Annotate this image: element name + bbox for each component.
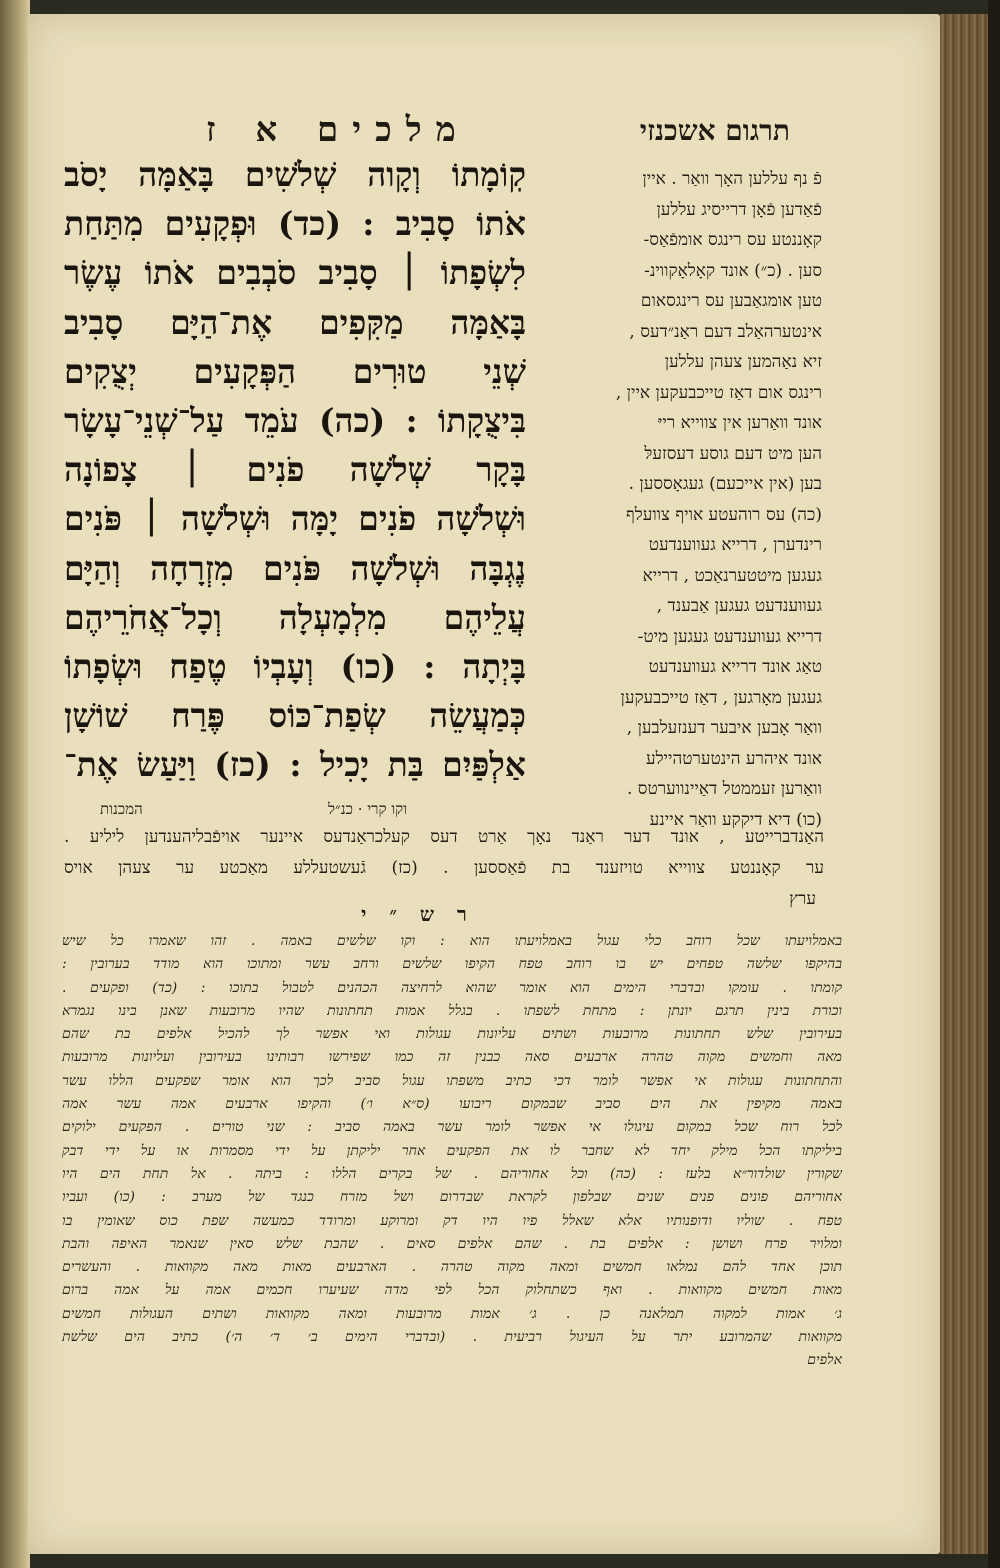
- translation-line: פֿ נף עללען האָך וואַר . איין: [642, 169, 822, 189]
- translation-line: ערץ: [789, 889, 816, 909]
- translation-line: הען מיט דעם גוסע דעסזעלּ: [644, 443, 822, 464]
- rashi-line: ביליקתו הכל מילק יחד לא שחבר לו את הפקעים אחר יליקתן על ידי מסמרות או על ידי דבק: [62, 1142, 842, 1159]
- scripture-column: [64, 150, 526, 790]
- translation-line: וואַרען זעממטל דאַיינווערטס .: [627, 779, 822, 799]
- translation-line: (כו) דיא דיקקע וואַר איינע: [649, 809, 822, 830]
- translation-line: רינדערן , דרייא געווענדעט: [648, 535, 822, 555]
- rashi-line: לכל רוח שכל במקום עיגולו אי אפשר לומר עשר באמה סביב : שני טורים . הפקעים ילוקים: [62, 1119, 842, 1136]
- translation-line: אונד איהרע הינטערטהיילע: [645, 748, 822, 769]
- rashi-line: באמה מקיפין את הים סביב שבמקום ריבועו (ס״א ו׳) והקיפו ארבעים אמה עשר אמה: [62, 1096, 842, 1113]
- translation-line: רינגס אום דאַז טייכבעקען איין ,: [615, 382, 822, 403]
- scripture-line: אֹתוֹ סָבִיב : (כד) וּפְקָעִים מִתַּחַת: [64, 204, 526, 244]
- scripture-line: שְׁנֵי טוּרִים הַפְּקָעִים יְצֻקִים: [64, 351, 526, 391]
- rashi-heading: ר ש ״ י: [361, 902, 475, 926]
- book-page: [28, 14, 940, 1554]
- translation-line: וואַר אָבען איבער דענזעלבען ,: [626, 718, 822, 738]
- translation-line: אונד וואַרען אין צווייא רייּ: [657, 413, 822, 433]
- translation-line: (כה) עס רוהעטע אויף צוועלף: [625, 504, 822, 525]
- rashi-commentary: [62, 930, 842, 1373]
- rashi-line: והתחתונות עגולות אי אפשר לומר דכי כתיב משפתו עגול סביב לכך הוא אומר שפקעים הללו עשר: [62, 1072, 842, 1089]
- book-heading: מלכים א ז: [206, 110, 470, 150]
- scripture-line: בָּיְתָה : (כו) וְעָבְיוֹ טֶפַח וּשְׂפָתוֹ: [64, 647, 526, 687]
- rashi-line: מקוואות שהמרובע יתר על העיגול רביעית . (ובדברי הימים ב׳ ד׳ ה׳) כתיב הים שלשת: [62, 1329, 842, 1346]
- translation-line: סען . (כ״) אונד קאָלאָקווינ-: [644, 260, 822, 281]
- rashi-line: אחוריהם פונים פנים שנים שבלפון לקראת שבדרום ושל מזרח כנגד של מערב : (כו) ועביו: [62, 1189, 842, 1206]
- book-left-strip: [0, 0, 30, 1568]
- scripture-line: בָּאַמָּה מַקִּפִים אֶת־הַיָּם סָבִיב: [64, 302, 526, 342]
- catchword: המכנות: [100, 800, 143, 818]
- catchline-note: וקו קרי · כנ״ל: [328, 800, 408, 818]
- rashi-line: ומלויר פרח ושושן : אלפים בת . שהם אלפים סאים . שהבת שלש סאין שנאמר האיפה והבת: [62, 1235, 842, 1252]
- rashi-line: שקורין שולדור״א בלעז : (כה) וכל אחוריהם . של בקרים הללו : ביתה . אל תחת הים היו: [62, 1165, 842, 1182]
- rashi-line: וכורת בינין תרגם יונתן : מתחת לשפתו . בגלל אמות תחתונות שהיו מרובעות שאנן בינו נגמרא: [62, 1002, 842, 1019]
- scripture-line: נֶגְבָּה וּשְׁלֹשָׁה פֹּנִים מִזְרָחָה וְהַיָּם: [64, 548, 526, 588]
- translation-line: פֿאַדען פֿאָן דרייסיג עללען: [656, 199, 822, 220]
- rashi-line: אלפים: [807, 1352, 842, 1369]
- scripture-line: בָּקָר שְׁלֹשָׁה פֹנִים ׀ צָפוֹנָה: [64, 450, 526, 490]
- scripture-line: עֲלֵיהֶם מִלְמָעְלָה וְכָל־אֲחֹרֵיהֶם: [64, 597, 526, 637]
- background-edge: [988, 0, 1000, 1568]
- translation-line: אינטערהאַלב דעם ראַנ״דעס ,: [629, 321, 822, 342]
- translation-heading: תרגום אשכנזי: [639, 114, 790, 147]
- translation-line: קאָננטע עס רינגס אומפֿאַס-: [643, 230, 822, 250]
- translation-line: האַנדברייטע , אונד דער ראַנד נאָך אַרט דעס קעלכראַנדעס איינער אויפֿבליהענדען ליליע .: [64, 827, 824, 847]
- scripture-line: לִשְׂפָתוֹ ׀ סָבִיב סֹבְבִים אֹתוֹ עֶשֶׂר: [64, 253, 526, 293]
- translation-column: [534, 164, 822, 830]
- scripture-line: קֽוֹמָתוֹ וְקָוה שְׁלֹשִׁים בָּאַמָּה יָסֹב: [64, 155, 526, 194]
- translation-line: געווענדעט געגען אַבענד ,: [656, 596, 822, 616]
- translation-line: טאַג אונד דרייא געווענדעט: [648, 657, 822, 677]
- rashi-line: מאה וחמשים מקוה טהרה ארבעים סאה כבנין זה כמו שפירשו רבותינו בעירובין ועליונות מרובעות: [62, 1049, 842, 1066]
- translation-line: זיא נאַהמען צעהן עללען: [664, 352, 822, 372]
- rashi-line: מאות חמשים מקוואות . ואף כשתחלוק הכל לפי מדה שעיערו חכמים אמה על אמה ברום: [62, 1282, 842, 1299]
- scripture-line: בִּיצֻקָתוֹ : (כה) עֹמֵד עַל־שְׁנֵי־עָשָׂר: [64, 401, 526, 441]
- rashi-line: טפח . שוליו ודופנותיו אלא שאלל פיו היו דק ומרוקע ומרודד כמעשה שפת כוס שאומין בו: [62, 1212, 842, 1229]
- translation-line: בען (אין אייכעם) געגאָססען .: [628, 474, 822, 494]
- translation-line: געגען מאָרגען , דאַז טייכבעקען: [620, 687, 822, 708]
- translation-line: ער קאָננטע צווייא טויזענד בת פֿאַססען . (כז) גֿעשטעללע מאַכטע ער צעהן אויס: [64, 858, 824, 878]
- rashi-line: בהיקפו שלשה טפחים יש בו רוחב טפח הקיפו שלשים ורחב עשר ומתוכו הוא מודד בערובין :: [62, 956, 842, 973]
- rashi-line: ג׳ אמות למקוה תמלאנה כן . ג׳ אמות מרובעות ומאה מקוואות ושתים העגולות חמשים: [62, 1305, 842, 1322]
- translation-line: דרייא געווענדעט געגען מיט-: [637, 626, 822, 647]
- scripture-line: וּשְׁלֹשָׁה פֹנִים יָמָּה וּשְׁלֹשָׁה ׀ פֹּנִים: [64, 499, 526, 539]
- rashi-line: באמלויעתו שכל רוחב כלי עגול באמלויעתו הוא : וקו שלשים באמה . זהו שאמרו כל שיש: [62, 933, 842, 949]
- translation-line: טען אומגאַבען עס רינגסאום: [640, 291, 822, 311]
- rashi-line: תוכן אחד להם נמלאו חמשים ומאה מקוה טהרה . הארבעים מאות מאה מקוואות . והעשרים: [62, 1259, 842, 1276]
- page-edges: [940, 14, 988, 1554]
- scripture-line: אַלְפַּיִם בַּת יָכִיל : (כז) וַיַּעַשׂ אֶת־: [64, 745, 526, 785]
- scripture-line: כְּמַעֲשֵׂה שְׂפַת־כּוֹס פֶּרַח שׁוֹשָׁן: [64, 696, 526, 736]
- rashi-line: בעירובין שלש תחתונות מרובעות ושתים עליונות עגולות ואי אפשר לך להכיל אלפים בת שהם: [62, 1026, 842, 1043]
- translation-line: געגען מיטטערנאַכט , דרייא: [642, 565, 822, 586]
- rashi-line: קומתו . עומקו ובדברי הימים הוא אומר שהוא לרחיצה הכהנים לטבול בתוכו : (כד) ופקעים .: [62, 979, 842, 996]
